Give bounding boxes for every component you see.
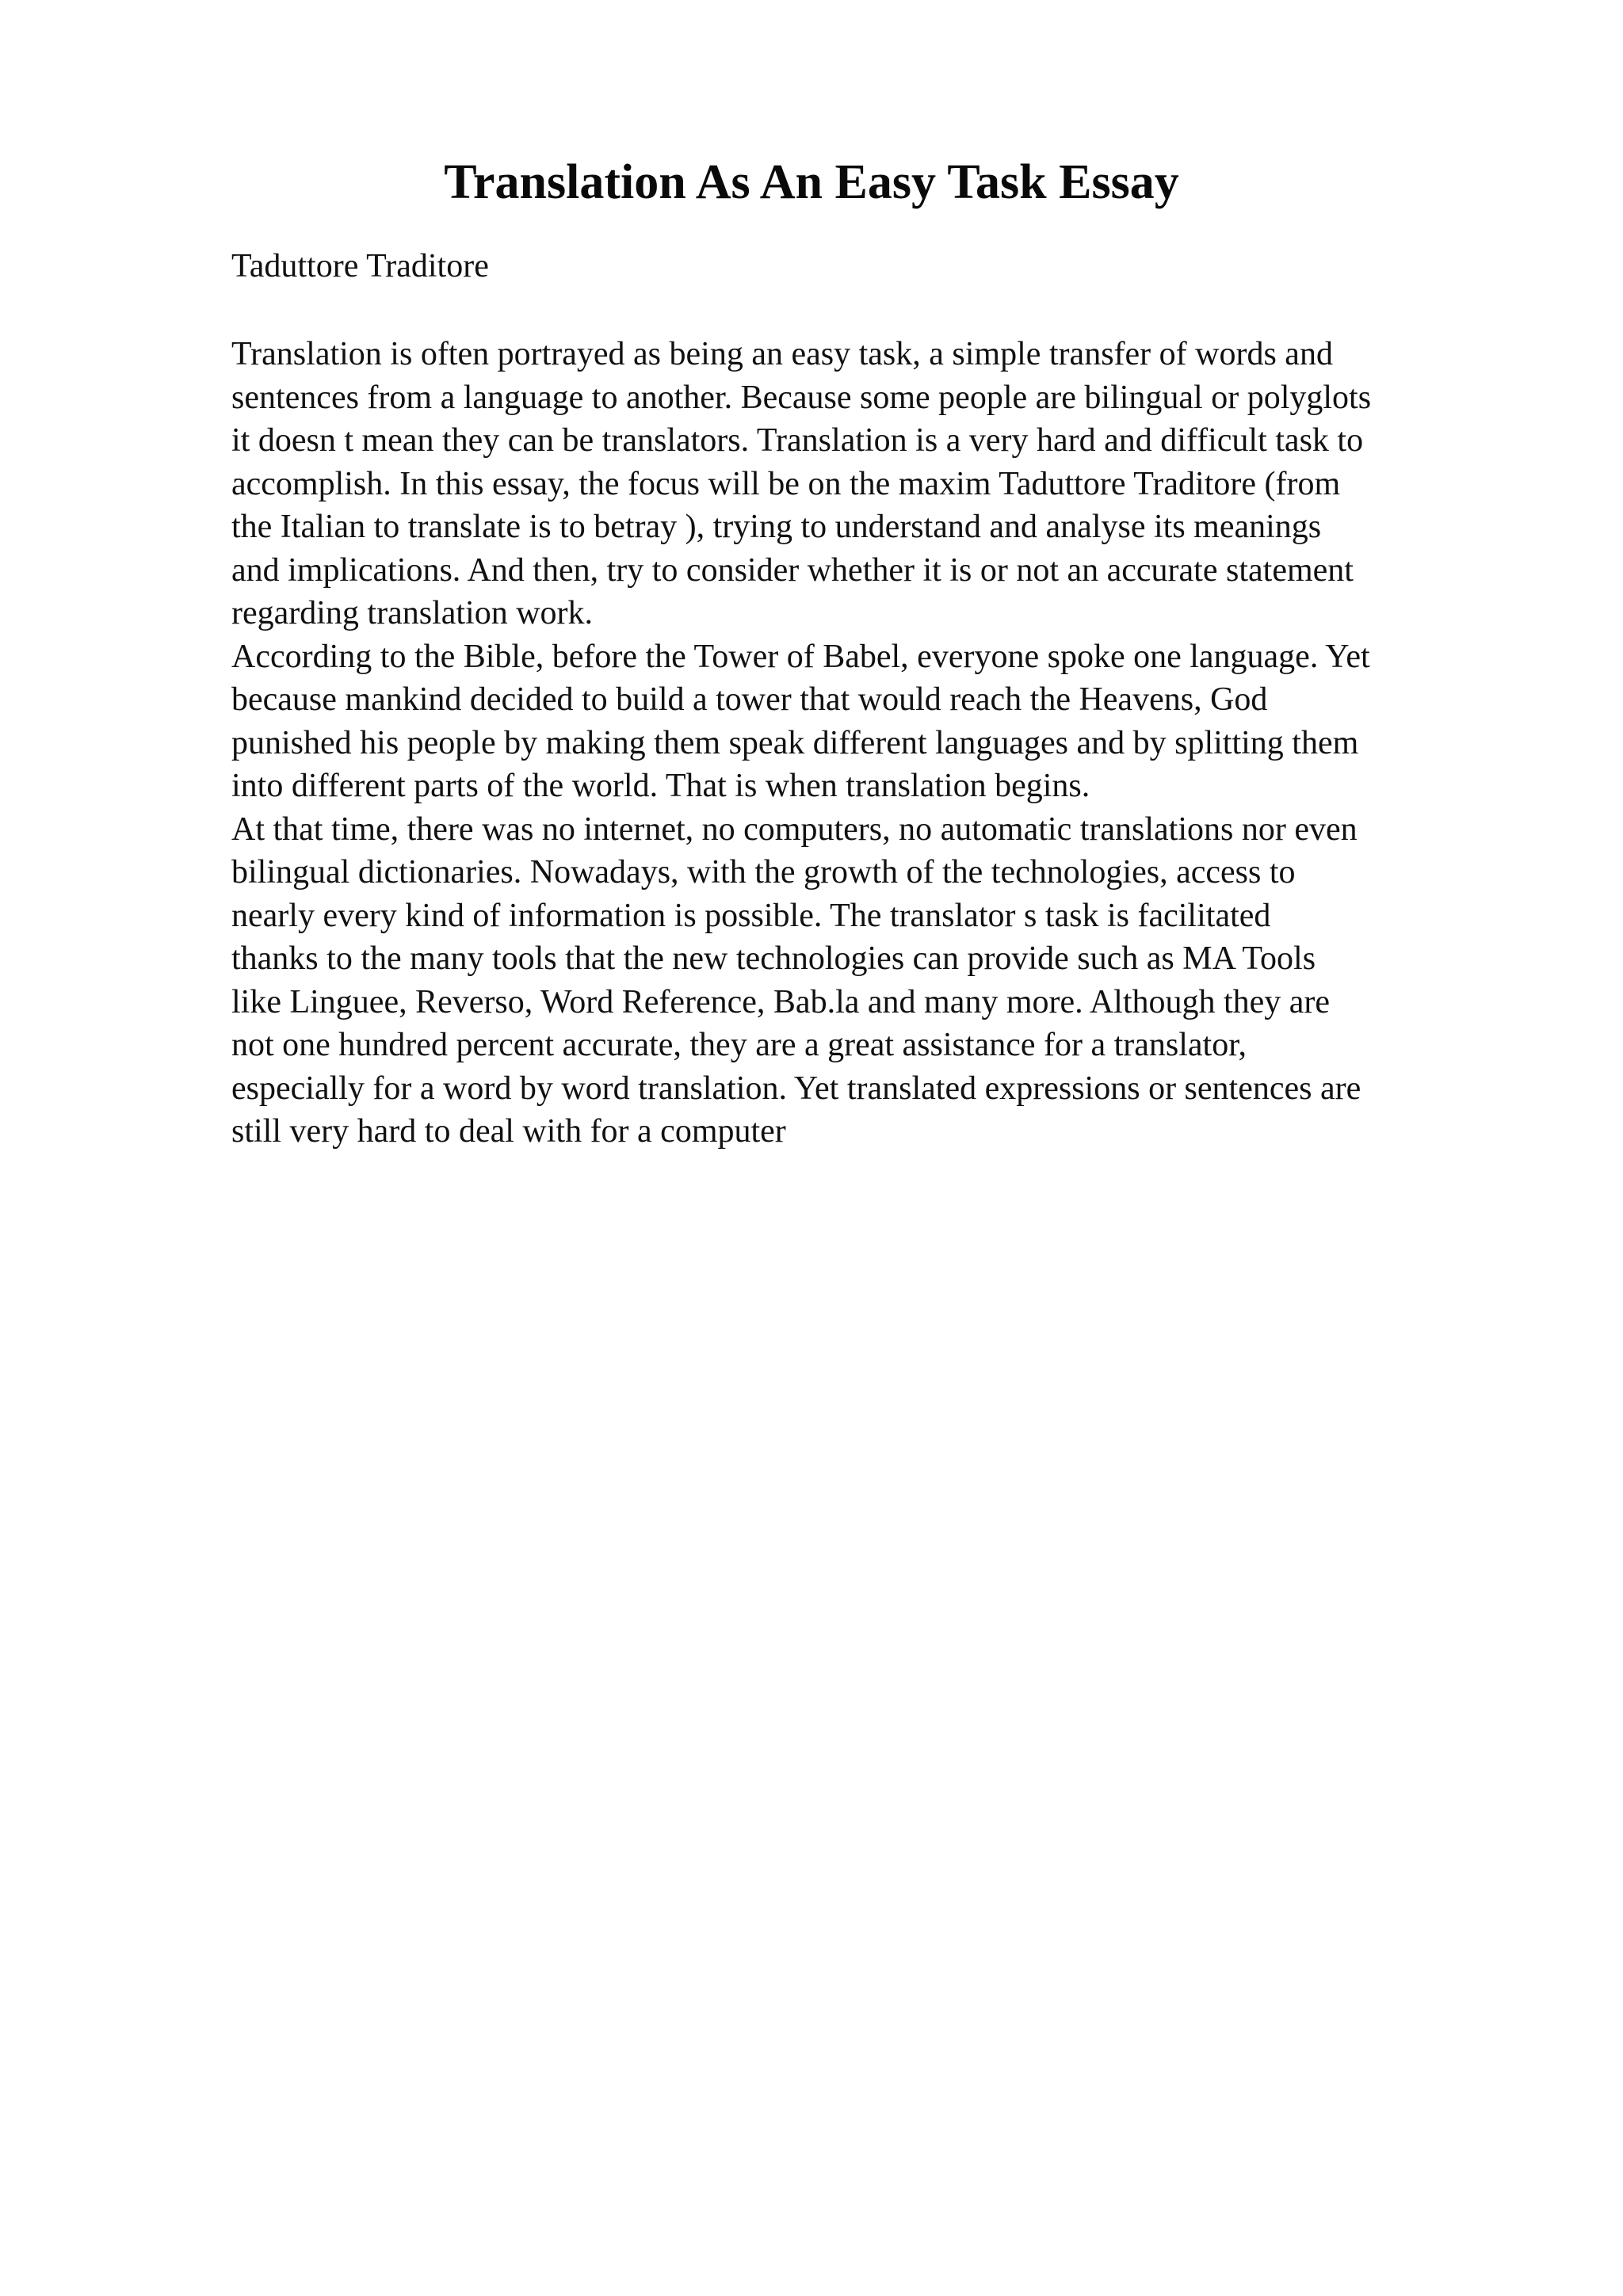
essay-line: and implications. And then, try to consider whether it is or not an accurate statement (231, 551, 1354, 589)
document-subtitle: Taduttore Traditore (231, 248, 489, 284)
essay-line: thanks to the many tools that the new technologies can provide such as MA Tools (231, 940, 1316, 977)
document-title: Translation As An Easy Task Essay (444, 155, 1179, 209)
essay-line: punished his people by making them speak different languages and by splitting them (231, 724, 1359, 761)
essay-line: Translation is often portrayed as being an easy task, a simple transfer of words and (231, 336, 1333, 372)
essay-line: nearly every kind of information is possible. The translator s task is facilitated (231, 897, 1271, 934)
essay-body (231, 333, 1371, 1154)
essay-line: because mankind decided to build a tower that would reach the Heavens, God (231, 681, 1268, 718)
essay-line: sentences from a language to another. Because some people are bilingual or polyglots (231, 379, 1372, 416)
essay-line: At that time, there was no internet, no computers, no automatic translations nor even (231, 810, 1358, 848)
essay-line: especially for a word by word translation. Yet translated expressions or sentences are (231, 1070, 1361, 1107)
essay-line: regarding translation work. (231, 595, 594, 631)
essay-line: into different parts of the world. That is when translation begins. (231, 768, 1090, 804)
essay-line: not one hundred percent accurate, they are a great assistance for a translator, (231, 1027, 1247, 1063)
essay-line: still very hard to deal with for a computer (231, 1113, 786, 1150)
essay-line: According to the Bible, before the Tower of Babel, everyone spoke one language. Yet (231, 638, 1370, 675)
essay-line: the Italian to translate is to betray ), trying to understand and analyse its meanings (231, 509, 1322, 545)
essay-line: bilingual dictionaries. Nowadays, with the growth of the technologies, access to (231, 854, 1296, 891)
essay-line: like Linguee, Reverso, Word Reference, Bab.la and many more. Although they are (231, 983, 1331, 1020)
essay-line: it doesn t mean they can be translators. Translation is a very hard and difficult task to (231, 422, 1364, 459)
essay-line: accomplish. In this essay, the focus will be on the maxim Taduttore Traditore (from (231, 465, 1341, 502)
